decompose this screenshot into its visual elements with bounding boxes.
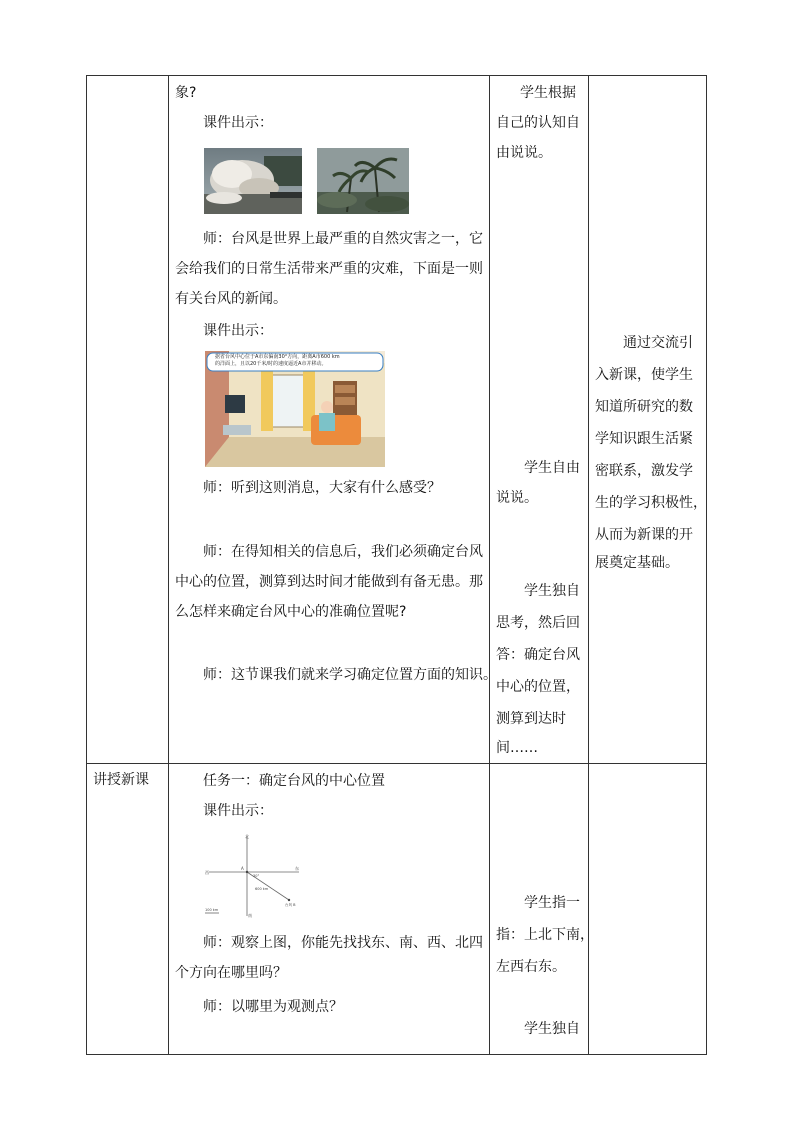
text-line: 么怎样来确定台风中心的准确位置呢? [175,604,407,620]
text-line: 通过交流引 [623,335,693,351]
point-a-label: A [241,866,244,871]
text-line: 师：在得知相关的信息后，我们必须确定台风 [203,544,483,560]
text-line: 从而为新课的开 [595,527,693,543]
student-activity-cell [490,764,594,1055]
text-line: 师：这节课我们就来学习确定位置方面的知识。 [203,667,497,683]
direction-diagram [203,834,303,918]
text-line: 说说。 [496,490,538,506]
point-a-marker [246,871,248,873]
student-activity-cell [490,76,589,764]
text-line: 学生自由 [524,460,580,476]
stage-label [87,76,168,82]
text-line: 课件出示： [203,803,273,819]
table-row [87,764,707,1055]
content-cell [169,764,490,1055]
text-line: 左西右东。 [496,959,566,975]
point-b-marker [288,899,290,901]
text-line: 学生独自 [524,1021,580,1037]
text-line: 师：以哪里为观测点？ [203,999,343,1015]
west-label: 西 [205,870,209,875]
angle-label: 30° [253,874,260,878]
text-line: 测算到达时 [496,711,566,727]
content-cell [169,76,497,764]
typhoon-trees-photo [317,148,409,214]
text-line: 入新课，使学生 [595,367,693,383]
text-line: 师：听到这则消息，大家有什么感受？ [203,480,441,496]
text-line: 课件出示： [203,323,273,339]
scale-label: 100 km [205,908,219,912]
text-line: 学生指一 [524,895,580,911]
lesson-table [86,75,707,1055]
text-line: 个方向在哪里吗？ [175,965,287,981]
typhoon-waves-photo [204,148,302,214]
design-intent-cell [589,76,707,764]
text-line: 密联系，激发学 [595,463,693,479]
text-line: 自己的认知自 [496,115,580,131]
stage-cell [87,764,169,1055]
stage-label: 讲授新课 [93,772,149,788]
text-line: 师：台风是世界上最严重的自然灾害之一，它 [203,231,483,247]
distance-label: 600 km [255,887,269,891]
text-line: 学知识跟生活紧 [595,431,693,447]
text-line: 知道所研究的数 [595,399,693,415]
stage-cell [87,76,169,764]
north-label: 北 [245,834,249,839]
point-b-label: 台风 B [285,903,296,907]
text-line: 展奠定基础。 [595,555,679,571]
text-line: 中心的位置， [496,679,580,695]
design-intent-cell [589,764,707,1055]
east-label: 东 [295,866,299,871]
text-line: 学生根据 [520,85,576,101]
direction-diagram-svg [203,834,303,918]
text-line: 由说说。 [496,145,552,161]
text-line: 师：观察上图，你能先找找东、南、西、北四 [203,935,483,951]
news-illustration [205,351,385,467]
text-line: 有关台风的新闻。 [175,291,287,307]
text-line: 会给我们的日常生活带来严重的灾难，下面是一则 [175,261,483,277]
text-line: 中心的位置，测算到达时间才能做到有备无患。那 [175,574,483,590]
text-line: 间…… [496,740,538,756]
news-speech-line: 的洋面上，且以20千米/时的速度逼近A市并移动。 [215,361,327,367]
text-line: 学生独自 [524,583,580,599]
news-speech-line: 据省台风中心位于A市东偏南30°方向，距离A市600 km [215,354,340,360]
text-line: 思考，然后回 [496,615,580,631]
table-row [87,76,707,764]
text-line: 课件出示： [203,115,273,131]
south-label: 南 [248,913,252,918]
text-line: 指：上北下南， [496,927,594,943]
text-line: 象? [175,85,197,101]
text-line: 任务一：确定台风的中心位置 [203,773,385,789]
text-line: 答：确定台风 [496,647,580,663]
text-line: 生的学习积极性， [595,495,707,511]
